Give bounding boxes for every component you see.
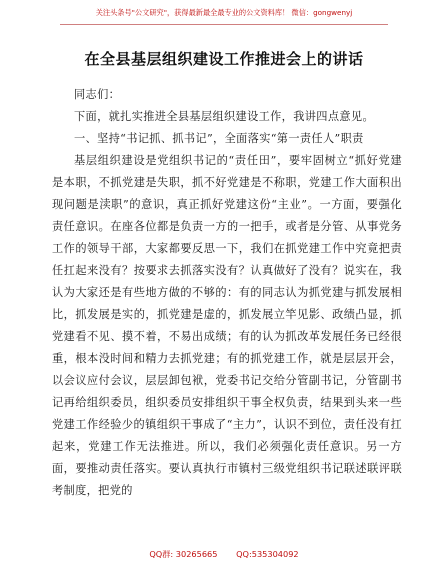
header-promo-text: 关注头条号"公文研究"，获得最新最全最专业的公文资料库！ 微信：gongwenyj (95, 8, 353, 17)
footer-qq-group: QQ群: 30265665 (149, 549, 218, 559)
document-title: 在全县基层组织建设工作推进会上的讲话 (84, 50, 364, 68)
footer-contact (0, 549, 448, 560)
body-paragraph: 基层组织建设是党组织书记的“责任田”，要牢固树立“抓好党建是本职，不抓党建是失职，抓不好党建是不称职，党建工作大面积出现问题是渎职”的意识，真正抓好党建这份“主业”。一方面，要强化责任意识。在座各位都是负责一方的一把手，或者是分管、从事党务工作的领导干部，大家都要反思一下，我们在抓党建工作中究竟把责任扛起来没有？按要求去抓落实没有？认真做好了没有？说实在，我认为大家还是有些地方做的不够的：有的同志认为抓党建与抓发展相比，抓发展是实的，抓党建是虚的，抓发展立竿见影、政绩凸显，抓党建看不见、摸不着，不易出成绩；有的认为抓改革发展任务已经很重，根本没时间和精力去抓党建；有的抓党建工作，就是层层开会，以会议应付会议，层层卸包袱，党委书记交给分管副书记，分管副书记再给组织委员，组织委员安排组织干事全权负责，结果到头来一些党建工作经验少的镇组织干事成了“主力”，认识不到位，责任没有扛起来，党建工作无法推进。所以，我们必须强化责任意识。另一方面，要推动责任落实。要认真执行市镇村三级党组织书记联述联评联考制度，把党的 (52, 154, 402, 497)
document-body (52, 84, 402, 502)
section-heading: 一、坚持“书记抓、抓书记”，全面落实“第一责任人”职责 (74, 132, 364, 145)
intro-paragraph: 下面，就扎实推进全县基层组织建设工作，我讲四点意见。 (74, 110, 374, 123)
salutation: 同志们： (74, 88, 121, 101)
header-divider (60, 24, 388, 25)
footer-qq: QQ:535304092 (236, 549, 299, 559)
